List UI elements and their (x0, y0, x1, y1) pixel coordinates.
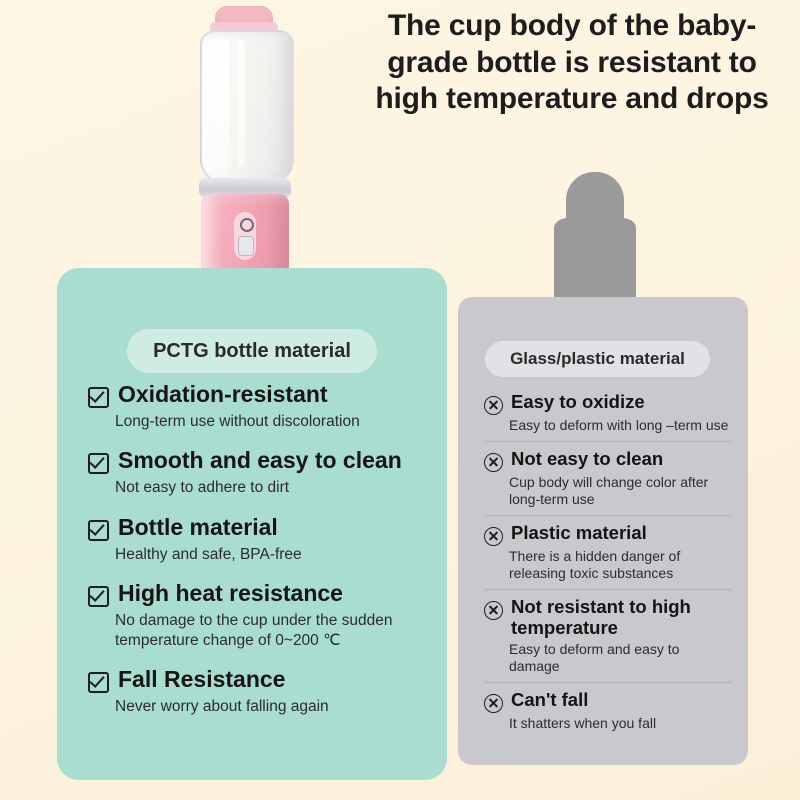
x-icon (484, 694, 503, 713)
glass-plastic-panel-title: Glass/plastic material (485, 341, 710, 377)
feature-desc: Never worry about falling again (115, 697, 329, 715)
list-item (88, 515, 438, 564)
drawback-desc: There is a hidden danger of releasing toxic substances (509, 548, 681, 582)
x-icon (484, 601, 503, 620)
x-icon (484, 453, 503, 472)
glass-plastic-drawback-list (484, 392, 732, 746)
feature-desc: No damage to the cup under the sudden temperature change of 0~200 ℃ (115, 612, 393, 649)
feature-title: Bottle material (118, 513, 278, 540)
list-item (88, 382, 438, 431)
blender-cup-icon (200, 30, 294, 186)
feature-desc: Long-term use without discoloration (115, 413, 360, 430)
list-item (88, 448, 438, 497)
drawback-title: Easy to oxidize (511, 391, 645, 412)
list-item (88, 667, 438, 716)
x-icon (484, 396, 503, 415)
pctg-feature-list (88, 382, 438, 733)
drawback-title: Not easy to clean (511, 448, 664, 470)
list-item (484, 392, 732, 442)
drawback-desc: It shatters when you fall (509, 714, 657, 731)
feature-desc: Not easy to adhere to dirt (115, 479, 290, 497)
feature-title: Smooth and easy to clean (118, 447, 402, 474)
feature-title: High heat resistance (118, 580, 343, 607)
drawback-desc: Easy to deform with long –term use (509, 417, 729, 433)
list-item (484, 523, 732, 590)
drawback-title: Can't fall (511, 688, 589, 710)
check-icon (88, 387, 109, 408)
pctg-panel-title: PCTG bottle material (127, 329, 377, 373)
battery-indicator-icon (238, 236, 254, 256)
feature-title: Oxidation-resistant (118, 381, 328, 407)
drawback-title: Plastic material (511, 522, 647, 544)
page-title: The cup body of the baby-grade bottle is resistant to high temperature and drops (375, 9, 769, 116)
feature-title: Fall Resistance (118, 665, 286, 692)
check-icon (88, 672, 109, 693)
power-button-icon (240, 218, 254, 232)
drawback-desc: Cup body will change color after long-term use (509, 474, 709, 508)
check-icon (88, 453, 109, 474)
list-item (484, 690, 732, 739)
list-item (484, 449, 732, 516)
feature-desc: Healthy and safe, BPA-free (115, 545, 302, 563)
check-icon (88, 586, 109, 607)
product-blender-image (188, 6, 318, 296)
list-item (88, 581, 438, 650)
check-icon (88, 520, 109, 541)
blender-cup-gloss-icon (216, 38, 229, 170)
blender-cup-gloss-secondary-icon (238, 40, 245, 166)
x-icon (484, 527, 503, 546)
drawback-title: Not resistant to high temperature (511, 596, 691, 639)
drawback-desc: Easy to deform and easy to damage (509, 640, 680, 674)
list-item (484, 597, 732, 683)
